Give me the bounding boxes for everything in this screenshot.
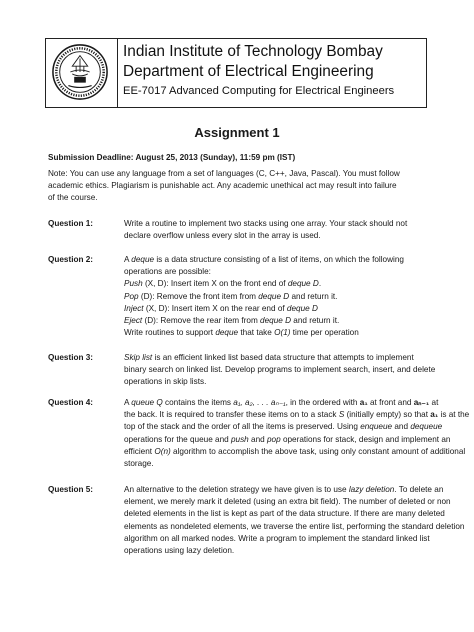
question-text: the back. It is required to transfer these items on to a stack S (initially empty) so that a₁ is at the <box>124 410 470 420</box>
question-label: Question 2: <box>48 255 94 264</box>
question-text: A queue Q contains the items a₁, a₂, . . . aₙ₋₁, in the ordered with a₁ at front and aₙ₋₁ at <box>124 398 439 407</box>
question-text: operations for the queue and push and pop operations for stack, design and implement an <box>124 434 451 444</box>
question-3 <box>48 352 436 389</box>
note-line: academic ethics. Plagiarism is punishable act. Any academic unethical act may result into failure <box>48 181 397 191</box>
skip-list-term: Skip list <box>124 353 153 362</box>
question-text: declare overflow unless every slot in the array is used. <box>124 231 321 241</box>
iit-bombay-seal-icon <box>51 43 109 101</box>
operation-push: Push (X, D): Insert item X on the front end of deque D. <box>124 279 322 289</box>
question-label: Question 5: <box>48 485 94 494</box>
question-text: storage. <box>124 459 154 469</box>
header-box <box>45 38 427 108</box>
question-4 <box>48 397 470 470</box>
course-name: EE-7017 Advanced Computing for Electrical Engineers <box>123 85 395 97</box>
question-1 <box>48 218 430 242</box>
question-text: operations using lazy deletion. <box>124 546 235 556</box>
note-paragraph <box>48 168 428 205</box>
submission-deadline: Submission Deadline: August 25, 2013 (Sunday), 11:59 pm (IST) <box>48 153 296 162</box>
question-text: operations are possible: <box>124 267 211 277</box>
question-text: efficient O(n) algorithm to accomplish the above task, using only constant amount of additional <box>124 446 466 456</box>
operation-eject: Eject (D): Remove the rear item from deque D and return it. <box>124 316 340 326</box>
question-text: Write a routine to implement two stacks using one array. Your stack should not <box>124 219 408 228</box>
note-line: of the course. <box>48 193 98 203</box>
question-text: A <box>124 255 130 264</box>
question-label: Question 3: <box>48 353 94 362</box>
header-divider <box>117 39 118 107</box>
question-text: An alternative to the deletion strategy we have given is to use lazy deletion. To delete an <box>124 485 444 494</box>
question-label: Question 1: <box>48 219 94 228</box>
question-text: element, we merely mark it deleted (using an extra bit field). The number of deleted or non <box>124 497 451 507</box>
operation-pop: Pop (D): Remove the front item from deque D and return it. <box>124 291 338 301</box>
question-5 <box>48 484 465 557</box>
note-line: Note: You can use any language from a set of languages (C, C++, Java, Pascal). You must follow <box>48 169 400 178</box>
question-text: is an efficient linked list based data structure that attempts to implement <box>154 353 414 362</box>
question-text: Write routines to support deque that take O(1) time per operation <box>124 328 359 338</box>
question-text: top of the stack and the order of all the items is preserved. Using enqueue and dequeue <box>124 422 443 432</box>
question-text: algorithm on all marked nodes. Write a program to implement the standard linked list <box>124 533 430 543</box>
assignment-title: Assignment 1 <box>194 125 280 140</box>
question-text: deleted elements in the list is kept as part of the data structure. If there are many deleted <box>124 509 445 519</box>
question-text: is a data structure consisting of a list of items, on which the following <box>156 255 404 264</box>
department-name: Department of Electrical Engineering <box>123 63 374 80</box>
question-text: binary search on linked list. Develop programs to implement search, insert, and delete <box>124 365 436 375</box>
deque-term: deque <box>131 255 155 264</box>
question-2 <box>48 254 430 339</box>
question-text: operations in skip lists. <box>124 377 207 387</box>
operation-inject: Inject (X, D): Insert item X on the rear end of deque D <box>124 303 318 313</box>
institute-name: Indian Institute of Technology Bombay <box>123 43 383 60</box>
question-label: Question 4: <box>48 398 94 407</box>
question-text: elements as nondeleted elements, we traverse the entire list, performing the standard deletion <box>124 521 465 531</box>
